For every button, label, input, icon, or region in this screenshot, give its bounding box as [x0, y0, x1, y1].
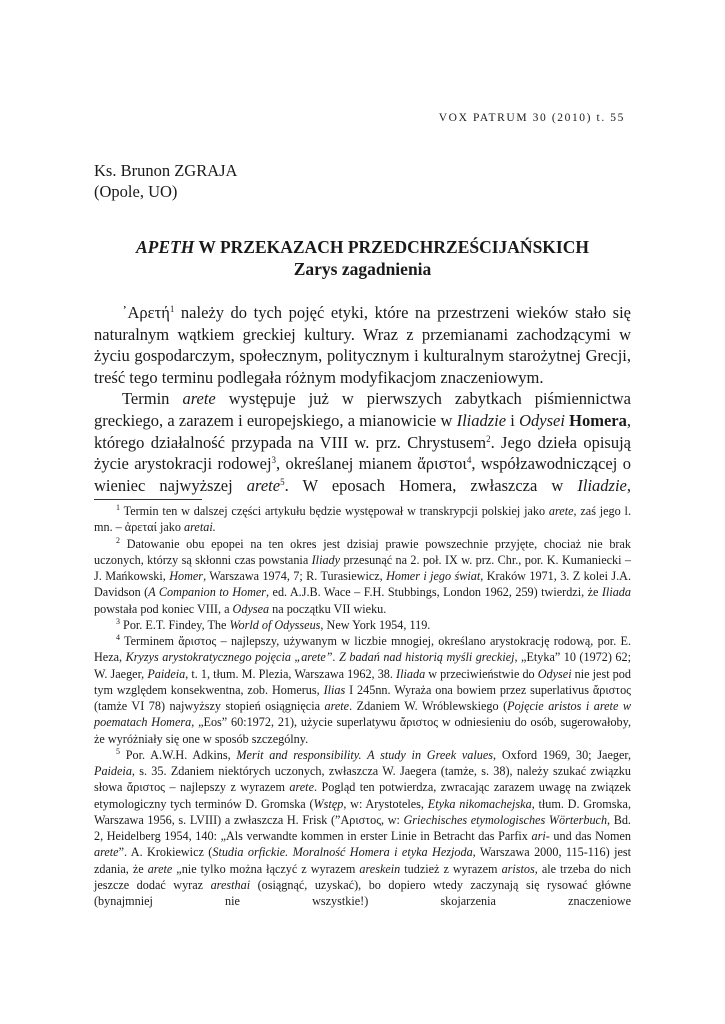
italic-term: Iliadzie: [456, 410, 507, 430]
italic-term: arete: [324, 699, 350, 713]
text-run: przesunąć na 2. poł. IX w. prz. Chr., por. K. Kumaniecki – J. Mańkowski,: [94, 552, 632, 583]
italic-term: Wstęp: [313, 796, 344, 811]
italic-term: Iliady: [311, 552, 341, 567]
text-run: Termin: [122, 389, 183, 409]
text-run: , Kraków 1971, 3. Z kolei J.A. Davidson (: [94, 569, 631, 600]
author-name: Ks. Brunon ZGRAJA: [94, 161, 238, 180]
text-run: , Bd. 2, Heidelberg 1954, 140: „Als verwandte kommen in erster Linie in Betracht das Parfix: [94, 812, 631, 843]
footnote-ref: 2: [486, 433, 491, 444]
text-run: , Oxford 1969, 30; Jaeger,: [493, 747, 632, 762]
greek-arete: ᾽Αρετή: [122, 303, 170, 322]
italic-term: A Companion to Homer: [148, 585, 267, 600]
italic-term: Odysei: [519, 410, 565, 430]
title-main: [94, 236, 631, 258]
text-run: tudzież z wyrazem: [400, 861, 502, 876]
footnote-number: 2: [116, 535, 120, 545]
text-run: , „Eos” 60:1972, 21), użycie superlatywu ἄριστος w odniesieniu do osób, sugerowałoby, że wyróżniały się one w sposób szczególny.: [94, 715, 631, 746]
text-run: , t. 1, tłum. M. Plezia, Warszawa 1962, 38.: [185, 666, 397, 681]
italic-term: Iliada: [396, 666, 426, 681]
italic-term: Merit and responsibility. A study in Greek values: [236, 747, 494, 762]
italic-term: World of Odysseus: [229, 617, 321, 632]
text-run: , s. 35. Zdaniem niektórych uczonych, zwłaszcza W. Jaegera (tamże, s. 38), należy szukać związku słowa ἄριστος – najlepszy z wyrazem: [94, 764, 631, 795]
text-run: , w: Arystoteles,: [343, 796, 428, 811]
text-run: , tłum. D. Gromska, Warszawa 1956, s. LVIII) a zwłaszcza H. Frisk (”Αριστος, w:: [94, 796, 631, 827]
footnotes: [94, 503, 631, 909]
italic-term: Pojęcie aristos i arete w poematach Homera: [94, 699, 631, 730]
italic-term: arete: [94, 845, 119, 860]
italic-term: aristos: [501, 861, 535, 876]
text-run: ”. A. Krokiewicz (: [118, 845, 213, 860]
footnote-separator: [94, 499, 202, 500]
text-run: Por. E.T. Findey, The: [120, 617, 230, 632]
title-greek-word: APETH: [136, 237, 195, 257]
italic-term: Homer i jego świat: [386, 569, 481, 583]
text-run: und das Nomen: [549, 829, 631, 843]
text-run: ,: [626, 475, 631, 495]
body-text: [94, 302, 631, 496]
text-run: . Jego dzieła opisują życie arystokracji rodowej: [94, 432, 631, 474]
italic-term: Paideia: [147, 666, 186, 681]
italic-term: Iliadzie: [577, 475, 627, 495]
text-run: . Zdaniem W. Wróblewskiego (: [349, 699, 508, 713]
italic-term: arete: [182, 389, 216, 409]
text-run: , „Etyka” 10 (1972) 62; W. Jaeger,: [94, 650, 631, 681]
footnote-ref: 3: [271, 455, 277, 466]
text-run: „nie tylko można łączyć z wyrazem: [172, 861, 360, 876]
paragraph-1: [94, 302, 631, 388]
text-run: , współzawodniczącej o wieniec najwyższej: [94, 454, 631, 495]
text-run: powstała pod koniec VIII, a: [94, 601, 233, 616]
italic-term: aretai.: [184, 520, 216, 535]
article-title: [94, 236, 631, 280]
text-run: (osiągnąć, uzyskać), bo dopiero wtedy zaczynają się rysować główne (bynajmniej nie wszystkie!) skojarzenia znaczeniowe: [94, 877, 631, 908]
italic-term: Studia orfickie. Moralność Homera i etyka Hezjoda: [212, 845, 473, 860]
footnote-3: [94, 617, 631, 633]
bold-term: Homera: [569, 410, 627, 430]
footnote-ref: 4: [466, 455, 472, 466]
text-run: , Warszawa 2000, 115-116) jest zdania, że: [94, 845, 632, 876]
italic-term: ari-: [531, 829, 550, 843]
footnote-ref: 1: [169, 304, 175, 314]
text-run: i: [506, 410, 520, 430]
italic-term: Homer: [169, 569, 204, 583]
footnote-number: 3: [116, 616, 120, 626]
text-run: , ed. A.J.B. Wace – F.H. Stubbings, London 1962, 259) twierdzi, że: [266, 585, 602, 600]
italic-term: Iliada: [601, 585, 631, 600]
italic-term: Etyka nikomachejska: [427, 796, 532, 811]
italic-term: Ilias: [323, 682, 346, 697]
text-run: , Warszawa 1974, 7; R. Turasiewicz,: [203, 569, 387, 583]
italic-term: arete: [147, 861, 173, 876]
italic-term: arete: [289, 780, 314, 795]
italic-term: Paideia: [94, 764, 132, 778]
italic-term: Odysei: [537, 666, 572, 681]
text-run: , określanej mianem ἄριστοι: [276, 454, 467, 474]
text-run: Por. A.W.H. Adkins,: [120, 747, 237, 762]
text-run: w przeciwieństwie do: [425, 666, 538, 681]
text-run: należy do tych pojęć etyki, które na przestrzeni wieków stało się naturalnym wątkiem greckiej kultury. Wraz z przemianami zachodzącymi w życiu gospodarczym, społecznym, politycznym i kulturalnym starożytnej Grecji, treść tego terminu podlegała różnym modyfikacjom znaczeniowym.: [94, 303, 631, 387]
italic-term: arete: [246, 475, 281, 495]
text-run: . Pogląd ten potwierdza, zwracając zarazem uwagę na związek etymologiczny tych terminów D. Gromska (: [94, 780, 631, 811]
text-run: , New York 1954, 119.: [320, 617, 431, 632]
text-run: I 245nn. Wyraża ona bowiem przez superlativus ἄριστος (tamże VI 78) najwyższy stopień osiągnięcia: [94, 682, 632, 713]
italic-term: Odysea: [232, 601, 270, 616]
author-block: [94, 160, 237, 202]
title-rest: W PRZEKAZACH PRZEDCHRZEŚCIJAŃSKICH: [194, 237, 589, 257]
footnote-1: [94, 503, 631, 536]
footnote-4: [94, 633, 631, 747]
paragraph-2: [94, 388, 631, 496]
italic-term: aresthai: [210, 877, 251, 892]
footnote-number: 4: [116, 633, 120, 642]
text-run: , ale trzeba do nich jeszcze dodać wyraz: [94, 861, 631, 892]
text-run: Datowanie obu epopei na ten okres jest dzisiaj prawie powszechnie przyjęte, chociaż nie brak uczonych, którzy są skłonni czas powstania: [94, 536, 631, 567]
footnote-2: [94, 536, 631, 617]
text-run: Terminem ἄριστος – najlepszy, używanym w liczbie mnogiej, określano arystokrację rodową, por. E. Heza,: [94, 634, 631, 665]
text-run: nie jest pod tym względem konsekwentna, zob. Homerus,: [94, 666, 631, 697]
footnote-number: 1: [116, 503, 120, 512]
text-run: , zaś jego l. mn. – ἀρεταί jako: [94, 504, 631, 535]
italic-term: arete: [548, 504, 574, 518]
running-head: VOX PATRUM 30 (2010) t. 55: [438, 112, 625, 124]
footnote-ref: 5: [280, 476, 285, 487]
text-run: . W eposach Homera, zwłaszcza w: [284, 475, 578, 495]
italic-term: areskein: [359, 861, 401, 876]
text-run: na początku VII wieku.: [269, 601, 387, 616]
author-affiliation: (Opole, UO): [94, 182, 178, 201]
footnote-5: [94, 747, 631, 910]
text-run: Termin ten w dalszej części artykułu będzie występował w transkrypcji polskiej jako: [120, 504, 549, 518]
italic-term: Kryzys arystokratycznego pojęcia „arete”. Z badań nad historią myśli greckiej: [125, 650, 515, 665]
footnote-number: 5: [116, 746, 120, 756]
text-run: występuje już w pierwszych zabytkach piśmiennictwa greckiego, a zarazem i europejskiego, a mianowicie w: [94, 389, 632, 430]
text-run: , którego działalność przypada na VIII w. prz. Chrystusem: [94, 410, 632, 452]
title-subtitle: Zarys zagadnienia: [293, 259, 432, 279]
italic-term: Griechisches etymologisches Wörterbuch: [403, 812, 608, 827]
